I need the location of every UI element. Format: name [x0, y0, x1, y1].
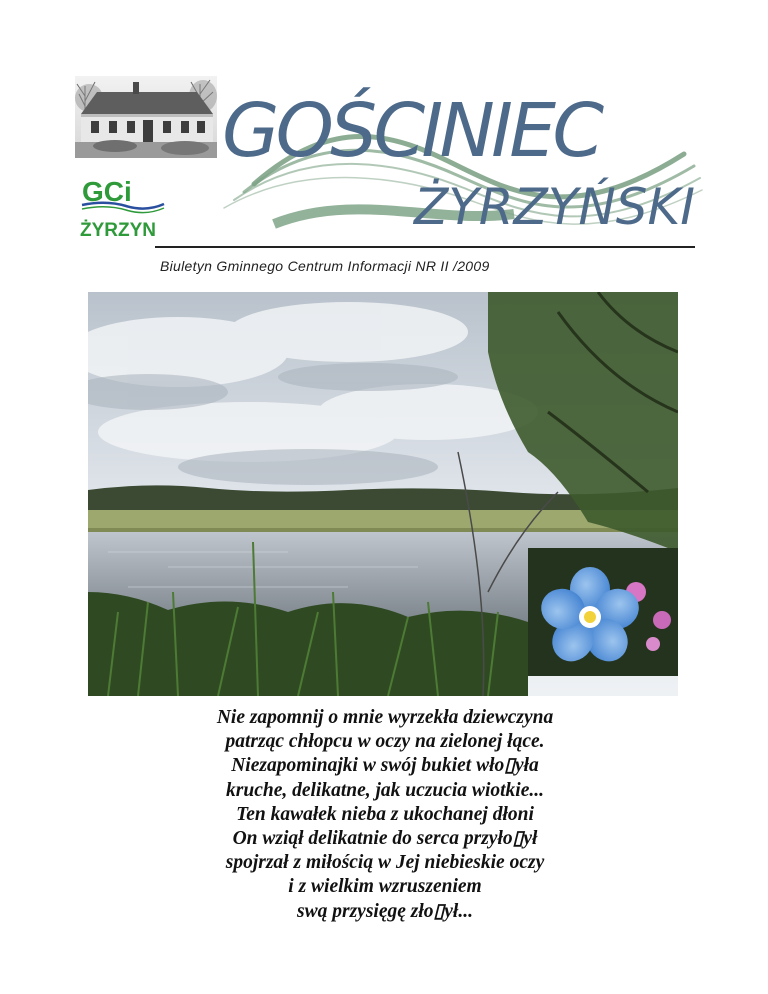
logo-zyrzyn-text: ŻYRZYN	[80, 220, 156, 240]
title-line2: ŻYRZYŃSKI	[414, 178, 694, 236]
poem-line: On wziął delikatnie do serca przyło▯ył	[232, 828, 538, 850]
poem-line: i z wielkim wzruszeniem	[288, 876, 482, 898]
forget-me-not-inset	[528, 548, 678, 676]
masthead-title	[214, 74, 704, 244]
poem-line: Niezapominajki w swój bukiet wło▯yła	[231, 755, 539, 777]
header-rule	[155, 246, 695, 248]
poem-line: patrząc chłopcu w oczy na zielonej łące.	[225, 731, 545, 753]
title-line1: GOŚCINIEC	[222, 88, 602, 174]
poem-line: Nie zapomnij o mnie wyrzekła dziewczyna	[216, 707, 554, 728]
logo-gci-text: GCi	[82, 176, 132, 207]
poem	[130, 706, 640, 924]
gci-logo	[76, 172, 166, 240]
bulletin-subtitle: Biuletyn Gminnego Centrum Informacji NR II /2009	[160, 258, 490, 274]
lake-landscape-photo	[88, 292, 678, 696]
manor-house-photo	[75, 76, 217, 158]
poem-line: Ten kawałek nieba z ukochanej dłoni	[236, 803, 534, 825]
poem-line: kruche, delikatne, jak uczucia wiotkie...	[226, 779, 544, 801]
poem-line: swą przysięgę zło▯ył...	[297, 900, 473, 922]
poem-line: spojrzał z miłością w Jej niebieskie oczy	[225, 852, 545, 874]
